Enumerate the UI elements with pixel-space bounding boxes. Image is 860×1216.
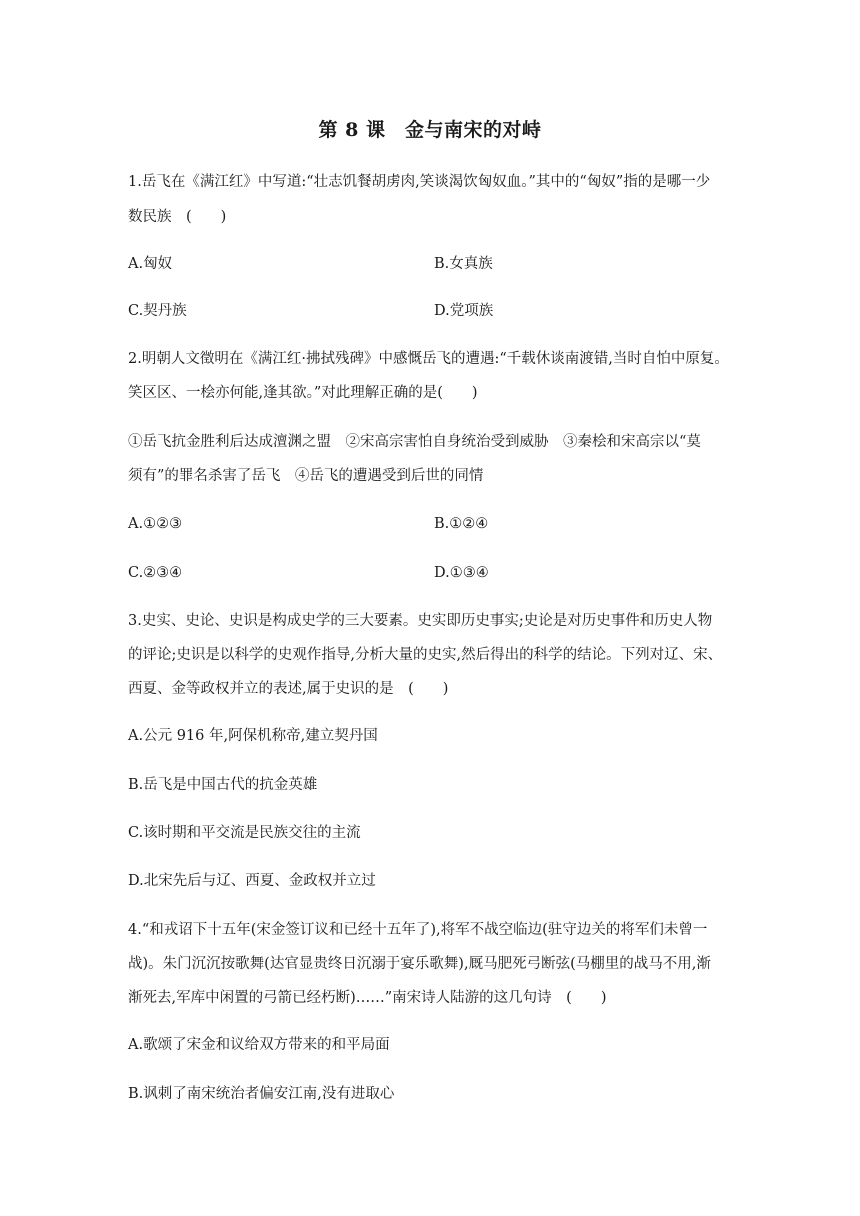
q1-option-a: A.匈奴 bbox=[128, 256, 173, 272]
q2-option-a: A.①②③ bbox=[128, 516, 183, 532]
q4-stem-line-1: 4.“和戎诏下十五年(宋金签订议和已经十五年了),将军不战空临边(驻守边关的将军们未曾一 bbox=[128, 922, 708, 938]
q4-option-a: A.歌颂了宋金和议给双方带来的和平局面 bbox=[128, 1037, 390, 1053]
q1-stem-line-2: 数民族 ( ) bbox=[128, 209, 227, 225]
q1-stem-line-1: 1.岳飞在《满江红》中写道:“壮志饥餐胡虏肉,笑谈渴饮匈奴血。”其中的“匈奴”指的是哪一少 bbox=[128, 174, 711, 190]
q2-stem-line-2: 笑区区、一桧亦何能,逢其欲。”对此理解正确的是( ) bbox=[128, 385, 478, 401]
q3-option-b: B.岳飞是中国古代的抗金英雄 bbox=[128, 777, 318, 793]
q3-option-c: C.该时期和平交流是民族交往的主流 bbox=[128, 825, 361, 841]
q2-items-line-1: ①岳飞抗金胜利后达成澶渊之盟 ②宋高宗害怕自身统治受到威胁 ③秦桧和宋高宗以“莫 bbox=[128, 434, 701, 450]
page-title: 第 8 课 金与南宋的对峙 bbox=[318, 119, 542, 141]
q3-stem-line-3: 西夏、金等政权并立的表述,属于史识的是 ( ) bbox=[128, 681, 449, 697]
q1-option-c: C.契丹族 bbox=[128, 303, 187, 319]
q4-stem-line-2: 战)。朱门沉沉按歌舞(达官显贵终日沉溺于宴乐歌舞),厩马肥死弓断弦(马棚里的战马不用,渐 bbox=[128, 956, 711, 972]
q1-option-d: D.党项族 bbox=[434, 303, 494, 319]
q3-option-d: D.北宋先后与辽、西夏、金政权并立过 bbox=[128, 873, 376, 889]
q3-stem-line-1: 3.史实、史论、史识是构成史学的三大要素。史实即历史事实;史论是对历史事件和历史人物 bbox=[128, 613, 713, 629]
q2-option-c: C.②③④ bbox=[128, 565, 183, 581]
q2-items-line-2: 须有”的罪名杀害了岳飞 ④岳飞的遭遇受到后世的同情 bbox=[128, 468, 484, 484]
q2-option-b: B.①②④ bbox=[434, 516, 489, 532]
q4-stem-line-3: 渐死去,军库中闲置的弓箭已经朽断)……”南宋诗人陆游的这几句诗 ( ) bbox=[128, 990, 607, 1006]
q3-option-a: A.公元 916 年,阿保机称帝,建立契丹国 bbox=[128, 728, 378, 744]
q3-stem-line-2: 的评论;史识是以科学的史观作指导,分析大量的史实,然后得出的科学的结论。下列对辽、宋、 bbox=[128, 647, 723, 663]
q2-stem-line-1: 2.明朝人文徵明在《满江红·拂拭残碑》中感慨岳飞的遭遇:“千载休谈南渡错,当时自怕中原复。 bbox=[128, 351, 729, 367]
q4-option-b: B.讽刺了南宋统治者偏安江南,没有进取心 bbox=[128, 1086, 395, 1102]
q1-option-b: B.女真族 bbox=[434, 256, 493, 272]
q2-option-d: D.①③④ bbox=[434, 565, 489, 581]
